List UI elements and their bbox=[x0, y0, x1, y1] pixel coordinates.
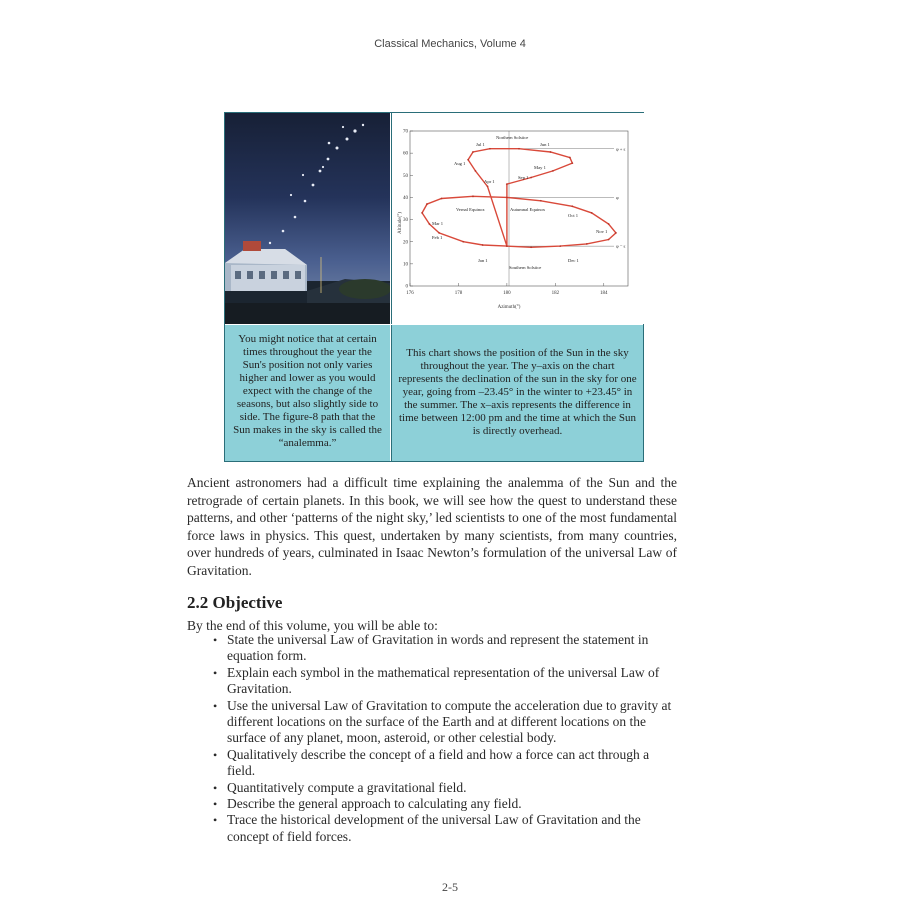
analemma-photo-drawing bbox=[225, 113, 390, 324]
y-tick-label: 40 bbox=[403, 196, 408, 202]
data-point bbox=[482, 244, 484, 246]
y-axis-label: Altitude(°) bbox=[398, 212, 403, 234]
objective-item: • Trace the historical development of the universal Law of Gravitation and the concept of field forces. bbox=[211, 812, 678, 845]
data-point bbox=[530, 177, 532, 179]
chart-annotation: Jul 1 bbox=[476, 142, 485, 147]
data-point bbox=[441, 198, 443, 200]
data-point bbox=[472, 195, 474, 197]
y-tick-label: 50 bbox=[403, 173, 408, 179]
reference-line-label: φ bbox=[616, 195, 619, 201]
analemma-chart bbox=[392, 113, 644, 324]
x-tick-label: 180 bbox=[503, 291, 511, 296]
data-point bbox=[608, 223, 610, 225]
figure-panel bbox=[224, 112, 644, 462]
chart-annotation: Jan 1 bbox=[478, 258, 488, 263]
y-tick-label: 30 bbox=[403, 218, 408, 224]
chart-annotation: May 1 bbox=[534, 165, 546, 170]
data-point bbox=[506, 197, 508, 199]
objective-item: • Qualitatively describe the concept of a field and how a force can act through a field. bbox=[211, 747, 678, 780]
photo-caption: You might notice that at certain times throughout the year the Sun's position not only varies higher and lower as you would expect with the change of the seasons, but also slightly side to side. The figure-8 path that the Sun makes in the sky is called the “analemma.” bbox=[225, 325, 390, 461]
chart-annotation: Oct 1 bbox=[568, 213, 579, 218]
data-point bbox=[571, 162, 573, 164]
y-tick-label: 60 bbox=[403, 151, 408, 157]
chart-annotation: Northern Solstice bbox=[496, 135, 529, 140]
data-point bbox=[472, 151, 474, 153]
section-heading: 2.2 Objective bbox=[187, 593, 283, 612]
running-header: Classical Mechanics, Volume 4 bbox=[374, 38, 526, 50]
reference-line-label: φ − ε bbox=[616, 243, 626, 249]
analemma-chart-panel bbox=[391, 113, 644, 324]
data-point bbox=[467, 159, 469, 161]
data-point bbox=[608, 239, 610, 241]
y-tick-label: 0 bbox=[405, 284, 408, 290]
chart-annotation: Apr 1 bbox=[484, 179, 495, 184]
chart-caption: This chart shows the position of the Sun in the sky throughout the year. The y–axis on the chart represents the declination of the sun in the sky for one year, going from –23.45° in the winter to +23.45° in the summer. The x–axis represents the difference in time between 12:00 pm and the time at which the Sun is directly overhead. bbox=[391, 325, 643, 461]
page-number: 2-5 bbox=[442, 880, 458, 894]
chart-annotation: Autumnal Equinox bbox=[510, 207, 546, 212]
objective-item: • Describe the general approach to calculating any field. bbox=[211, 796, 678, 812]
data-point bbox=[571, 205, 573, 207]
data-point bbox=[489, 148, 491, 150]
x-tick-label: 182 bbox=[551, 291, 560, 296]
data-point bbox=[506, 183, 508, 185]
y-tick-label: 10 bbox=[403, 262, 408, 268]
data-point bbox=[428, 223, 430, 225]
x-tick-label: 176 bbox=[406, 291, 414, 296]
chart-annotation: Mar 1 bbox=[432, 221, 444, 226]
objectives-list bbox=[211, 632, 678, 845]
y-tick-label: 20 bbox=[403, 240, 408, 246]
x-tick-label: 178 bbox=[454, 291, 463, 296]
data-point bbox=[559, 245, 561, 247]
y-tick-label: 70 bbox=[403, 129, 408, 135]
data-point bbox=[540, 200, 542, 202]
chart-annotation: Southern Solstice bbox=[509, 265, 542, 270]
data-point bbox=[550, 151, 552, 153]
body-paragraph: Ancient astronomers had a difficult time explaining the analemma of the Sun and the retrograde of certain planets. In this book, we will see how the quest to understand these patterns, and other ‘patterns of the night sky,’ led scientists to one of the most fundamental force laws in physics. This quest, undertaken by many scientists, from many countries, over hundreds of years, culminated in Isaac Newton’s formulation of the universal Law of Gravitation. bbox=[187, 475, 677, 578]
data-point bbox=[569, 157, 571, 159]
data-point bbox=[552, 170, 554, 172]
objectives-intro: By the end of this volume, you will be able to: bbox=[187, 618, 438, 633]
objective-item: • State the universal Law of Gravitation in words and represent the statement in equation form. bbox=[211, 632, 678, 665]
data-point bbox=[591, 212, 593, 214]
data-point bbox=[421, 212, 423, 214]
data-point bbox=[518, 148, 520, 150]
objective-item: • Explain each symbol in the mathematical representation of the universal Law of Gravitation. bbox=[211, 665, 678, 698]
data-point bbox=[462, 241, 464, 243]
x-tick-label: 184 bbox=[600, 291, 608, 296]
data-point bbox=[475, 170, 477, 172]
data-point bbox=[530, 246, 532, 248]
data-point bbox=[438, 232, 440, 234]
chart-annotation: Sep 1 bbox=[518, 175, 529, 180]
chart-annotation: Dec 1 bbox=[568, 258, 579, 263]
analemma-curve bbox=[422, 149, 616, 248]
data-point bbox=[615, 232, 617, 234]
data-point bbox=[586, 243, 588, 245]
chart-annotation: Vernal Equinox bbox=[456, 207, 485, 212]
chart-annotation: Nov 1 bbox=[596, 229, 608, 234]
objective-item: • Quantitatively compute a gravitational field. bbox=[211, 780, 678, 796]
data-point bbox=[426, 203, 428, 205]
data-point bbox=[487, 185, 489, 187]
reference-line-label: φ + ε bbox=[616, 146, 626, 152]
chart-annotation: Jun 1 bbox=[540, 142, 550, 147]
analemma-photo bbox=[225, 113, 390, 324]
objective-item: • Use the universal Law of Gravitation to compute the acceleration due to gravity at different locations on the surface of the Earth and at different locations on the surface of any planet, moon, asteroid, or other celestial body. bbox=[211, 698, 678, 747]
data-point bbox=[506, 245, 508, 247]
x-axis-label: Azimuth(°) bbox=[497, 305, 521, 310]
chart-annotation: Feb 1 bbox=[432, 235, 443, 240]
chart-annotation: Aug 1 bbox=[454, 161, 466, 166]
